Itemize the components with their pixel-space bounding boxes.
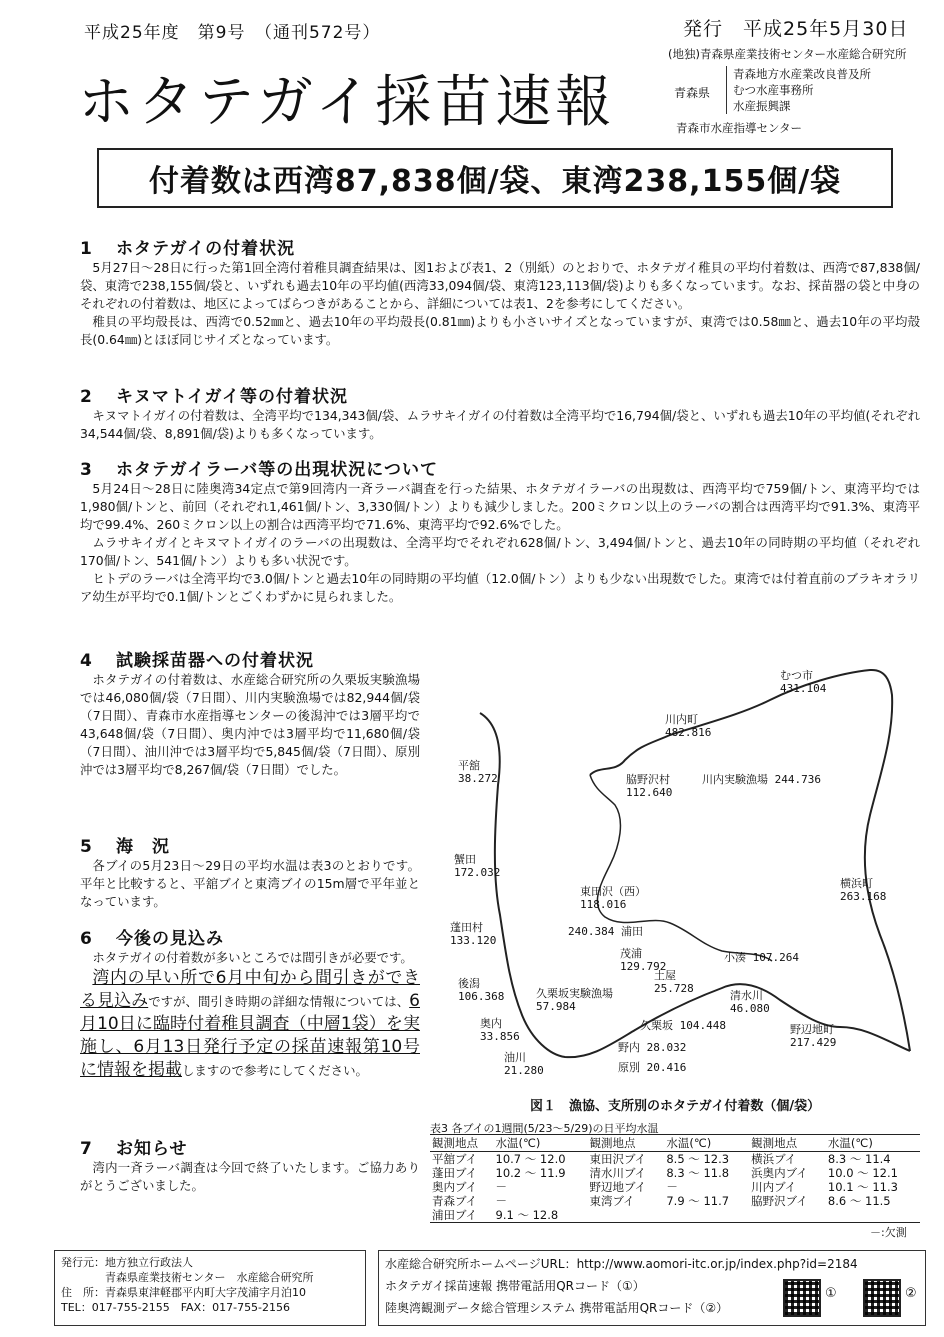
issue-number: 平成25年度 第9号 （通刊572号）: [84, 23, 381, 43]
table-header: 水温(℃): [664, 1135, 749, 1152]
section-title: ホタテガイラーバ等の出現状況について: [116, 460, 438, 480]
section-title: 海 況: [116, 837, 170, 857]
section-4-heading: [80, 646, 420, 671]
headline-box: 付着数は西湾87,838個/袋、東湾238,155個/袋: [97, 148, 893, 208]
qr-caption-1: ホタテガイ採苗速報 携帯電話用QRコード（①）: [385, 1279, 645, 1293]
map-label-value: 20.416: [646, 1061, 687, 1074]
map-label-value: 112.640: [626, 786, 673, 799]
map-label-name: 脇野沢村: [626, 773, 670, 786]
table-cell: 10.1 ～ 11.3: [827, 1180, 898, 1194]
section-number: 1: [80, 239, 93, 259]
map-label-name: 久栗坂実験漁場: [536, 987, 613, 1000]
map-label-value: 240.384: [568, 925, 615, 938]
map-label-name: 後潟: [458, 977, 480, 990]
map-label-harabetsu: [618, 1061, 686, 1074]
table-note: －:欠測: [870, 1226, 907, 1239]
table-cell: 東湾ブイ: [589, 1194, 635, 1208]
map-label-value: 104.448: [679, 1019, 726, 1032]
table-header: 水温(℃): [494, 1135, 588, 1152]
map-label-name: むつ市: [780, 669, 813, 682]
table-cell: 8.3 ～ 11.8: [666, 1166, 730, 1180]
map-label-name: 小湊: [724, 951, 746, 964]
section-7: [80, 1134, 420, 1195]
map-label-value: 118.016: [580, 898, 627, 911]
map-label-yokohama: [840, 877, 886, 903]
section-1: [80, 234, 920, 349]
map-label-aburakawa: [504, 1051, 544, 1077]
map-label-mutsu: [780, 669, 826, 695]
publisher-top: (地独)青森県産業技術センター水産総合研究所: [668, 47, 907, 61]
map-label-name: 野辺地町: [790, 1023, 834, 1036]
section-title: お知らせ: [116, 1139, 188, 1159]
qr-mark-2: ②: [905, 1286, 917, 1301]
section-4: [80, 646, 420, 779]
map-label-name: 川内実験漁場: [702, 773, 768, 786]
map-label-value: 263.168: [840, 890, 887, 903]
bay-map: [440, 655, 935, 1095]
table-row: [430, 1194, 920, 1208]
table-header-row: [430, 1135, 920, 1152]
table-cell: 10.0 ～ 12.1: [827, 1166, 898, 1180]
publisher-item: むつ水産事務所: [733, 83, 814, 97]
section-3: [80, 455, 920, 606]
table-cell: 横浜ブイ: [751, 1152, 797, 1166]
table-cell: [826, 1208, 920, 1223]
map-label-name: 清水川: [730, 989, 763, 1002]
map-label-kawauchi: [665, 713, 711, 739]
map-label-value: 46.080: [730, 1002, 770, 1015]
map-label-kominato: [724, 951, 799, 964]
section-title: 試験採苗器への付着状況: [116, 651, 314, 671]
table-cell: 川内ブイ: [751, 1180, 797, 1194]
table-header: 観測地点: [430, 1135, 494, 1152]
qr-code-1[interactable]: [783, 1279, 821, 1317]
map-label-kuguri-farm: [536, 987, 613, 1013]
map-label-value: 129.792: [620, 960, 667, 973]
section-2: [80, 382, 920, 443]
map-label-kuguri: [640, 1019, 726, 1032]
map-label-value: 33.856: [480, 1030, 520, 1043]
table-cell: －: [495, 1180, 508, 1194]
table-cell: 浜奥内ブイ: [751, 1166, 808, 1180]
table-cell: 蓬田ブイ: [432, 1166, 477, 1180]
footer-publisher: [54, 1250, 366, 1326]
map-label-value: 133.120: [450, 934, 497, 947]
page-title: ホタテガイ採苗速報: [78, 70, 616, 135]
map-label-tairadate: [458, 759, 498, 785]
section-1-paragraph-1: 5月27日～28日に行った第1回全湾付着稚貝調査結果は、図1および表1、2（別紙）のとおりで、ホタテガイ稚貝の平均付着数は、西湾で87,838個/袋、東湾で238,155個/袋と、いずれも過去10年の平均値(西湾33,094個/袋、東湾123,113個/袋)よりも多くなっています。なお、採苗器の袋と中身のそれぞれの付着数は、地区によってばらつきがあることから、詳細については表1、2を参考にしてください。: [80, 260, 920, 311]
table-cell: 8.5 ～ 12.3: [666, 1152, 730, 1166]
map-label-value: 21.280: [504, 1064, 544, 1077]
map-label-name: 久栗坂: [640, 1019, 673, 1032]
issue-date: 発行 平成25年5月30日: [683, 18, 909, 40]
table-cell: 10.2 ～ 11.9: [495, 1166, 566, 1180]
section-5: [80, 832, 420, 911]
section-title: キヌマトイガイ等の付着状況: [116, 387, 348, 407]
map-label-value: 38.272: [458, 772, 498, 785]
map-label-name: 奥内: [480, 1017, 502, 1030]
section-5-heading: [80, 832, 420, 857]
map-label-value: 431.104: [780, 682, 827, 695]
table-header: 水温(℃): [826, 1135, 920, 1152]
table-row: [430, 1180, 920, 1194]
map-label-wakinosawa: [626, 773, 672, 799]
qr-code-2[interactable]: [863, 1279, 901, 1317]
map-label-name: 蓬田村: [450, 921, 483, 934]
section-6-paragraph-1: ホタテガイの付着数が多いところでは間引きが必要です。: [92, 950, 413, 965]
table-header: 観測地点: [749, 1135, 826, 1152]
map-label-kanita: [454, 853, 500, 879]
map-label-name: 川内町: [665, 713, 698, 726]
map-label-value: 244.736: [774, 773, 821, 786]
section-number: 2: [80, 387, 93, 407]
emphasis-thinning: 湾内の早い所で6月中旬から間引きができる見込み: [80, 968, 420, 1011]
table-cell: 青森ブイ: [432, 1194, 477, 1208]
section-title: 今後の見込み: [116, 929, 224, 949]
map-label-value: 107.264: [752, 951, 799, 964]
table-cell: 野辺地ブイ: [589, 1180, 647, 1194]
table-cell: [588, 1208, 665, 1223]
map-label-name: 油川: [504, 1051, 526, 1064]
table-header: 観測地点: [588, 1135, 665, 1152]
table-cell: 東田沢ブイ: [589, 1152, 647, 1166]
homepage-url[interactable]: 水産総合研究所ホームページURL：http://www.aomori-itc.or.jp/index.php?id=2184: [385, 1257, 858, 1271]
table-row: [430, 1152, 920, 1167]
map-label-name: 平舘: [458, 759, 480, 772]
section-number: 7: [80, 1139, 93, 1159]
table-cell: 平舘ブイ: [432, 1152, 477, 1166]
section-3-paragraph-3: ヒトデのラーバは全湾平均で3.0個/トンと過去10年の同時期の平均値（12.0個/トン）よりも少ない出現数でした。東湾では付着直前のブラキオラリア幼生が平均で0.1個/トンとごくわずかに見られました。: [80, 571, 920, 604]
footer-line: 発行元：地方独立行政法人: [61, 1256, 193, 1269]
section-7-heading: [80, 1134, 420, 1159]
section-number: 6: [80, 929, 93, 949]
map-label-value: 57.984: [536, 1000, 576, 1013]
map-label-kawauchi-farm: [702, 773, 821, 786]
table-row: [430, 1208, 920, 1223]
qr-mark-1: ①: [825, 1286, 837, 1301]
table-cell: －: [495, 1194, 508, 1208]
table-cell: 奥内ブイ: [432, 1180, 477, 1194]
map-label-tsuchiya: [654, 969, 694, 995]
map-label-name: 茂浦: [620, 947, 642, 960]
footer-links: [378, 1250, 926, 1326]
map-label-urata: [568, 925, 643, 938]
publisher-pref: 青森県: [674, 86, 711, 100]
table-cell: [749, 1208, 826, 1223]
emphasis-survey: 6月10日に臨時付着稚貝調査（中層1袋）を実施し、6月13日発行予定の採苗速報第10号に情報を掲載: [80, 991, 420, 1080]
table-cell: 清水川ブイ: [589, 1166, 647, 1180]
water-temp-table: [430, 1134, 920, 1223]
table-cell: 8.6 ～ 11.5: [827, 1194, 891, 1208]
map-label-value: 172.032: [454, 866, 501, 879]
publisher-bottom: 青森市水産指導センター: [676, 121, 803, 135]
map-label-value: 482.816: [665, 726, 712, 739]
section-1-heading: [80, 234, 920, 259]
map-label-name: 土屋: [654, 969, 676, 982]
footer-line: 住 所：青森県東津軽郡平内町大字茂浦字月泊10: [61, 1286, 306, 1299]
map-label-ushirogata: [458, 977, 504, 1003]
map-label-name: 東田沢（西）: [580, 885, 646, 898]
section-6-paragraph-2: [80, 967, 420, 1082]
map-label-value: 217.429: [790, 1036, 837, 1049]
publisher-list: [726, 66, 871, 114]
table-row: [430, 1166, 920, 1180]
map-label-yomogita: [450, 921, 496, 947]
map-label-shimizugawa: [730, 989, 770, 1015]
section-1-paragraph-2: 稚貝の平均殻長は、西湾で0.52㎜と、過去10年の平均殻長(0.81㎜)よりも小さいサイズとなっていますが、東湾では0.58㎜と、過去10年の平均殻長(0.64㎜)とほぼ同じサイズとなっています。: [80, 314, 920, 347]
map-label-value: 28.032: [646, 1041, 687, 1054]
map-label-name: 蟹田: [454, 853, 476, 866]
table-cell: 7.9 ～ 11.7: [666, 1194, 730, 1208]
section-6-heading: [80, 924, 420, 949]
section-3-heading: [80, 455, 920, 480]
section-number: 5: [80, 837, 93, 857]
section-3-paragraph-2: ムラサキイガイとキヌマトイガイのラーバの出現数は、全湾平均でそれぞれ628個/トン、3,494個/トンと、過去10年の同時期の平均値（それぞれ170個/トン、541個/トン）よりも多い状況です。: [80, 535, 920, 568]
map-label-value: 106.368: [458, 990, 505, 1003]
publisher-item: 青森地方水産業改良普及所: [733, 67, 871, 81]
table-cell: 10.7 ～ 12.0: [495, 1152, 566, 1166]
map-label-name: 横浜町: [840, 877, 873, 890]
map-label-noheji: [790, 1023, 836, 1049]
section-7-paragraph-1: 湾内一斉ラーバ調査は今回で終了いたします。ご協力ありがとうございました。: [80, 1160, 420, 1193]
table-cell: [664, 1208, 749, 1223]
figure-caption: 図１ 漁協、支所別のホタテガイ付着数（個/袋）: [530, 1099, 821, 1114]
footer-line: 青森県産業技術センター 水産総合研究所: [61, 1271, 314, 1284]
map-label-name: 原別: [618, 1061, 640, 1074]
section-title: ホタテガイの付着状況: [116, 239, 296, 259]
qr-caption-2: 陸奥湾観測データ総合管理システム 携帯電話用QRコード（②）: [385, 1301, 729, 1315]
map-label-okunai: [480, 1017, 520, 1043]
table-cell: 浦田ブイ: [430, 1208, 494, 1223]
section-6: [80, 924, 420, 1082]
map-label-name: 野内: [618, 1041, 640, 1054]
section-number: 3: [80, 460, 93, 480]
section-2-paragraph-1: キヌマトイガイの付着数は、全湾平均で134,343個/袋、ムラサキイガイの付着数は全湾平均で16,794個/袋と、いずれも過去10年の平均値(それぞれ34,544個/袋、8,891個/袋)よりも多くなっています。: [80, 408, 920, 441]
footer-line: TEL：017-755-2155 FAX：017-755-2156: [61, 1301, 291, 1314]
table-cell: 9.1 ～ 12.8: [494, 1208, 588, 1223]
map-label-nonai: [618, 1041, 686, 1054]
section-number: 4: [80, 651, 93, 671]
map-label-value: 25.728: [654, 982, 694, 995]
text-span: ですが、間引き時期の詳細な情報については、: [148, 994, 410, 1009]
table-cell: 脇野沢ブイ: [751, 1194, 808, 1208]
section-2-heading: [80, 382, 920, 407]
text-span: しますので参考にしてください。: [182, 1063, 368, 1078]
map-label-higashitazawa: [580, 885, 646, 911]
section-4-paragraph-1: ホタテガイの付着数は、水産総合研究所の久栗坂実験漁場では46,080個/袋（7日間）、川内実験漁場では82,944個/袋（7日間）、青森市水産指導センターの後潟沖では3層平均で43,648個/袋（7日間）、奥内沖では3層平均で11,680個/袋（7日間）、油川沖では3層平均で5,845個/袋（7日間）、原別沖では3層平均で8,267個/袋（7日間）でした。: [80, 672, 420, 777]
table-cell: 8.3 ～ 11.4: [827, 1152, 891, 1166]
table-cell: －: [666, 1180, 678, 1194]
table-caption: 表3 各ブイの1週間(5/23～5/29)の日平均水温: [430, 1122, 659, 1135]
publisher-item: 水産振興課: [733, 99, 791, 113]
section-5-paragraph-1: 各ブイの5月23日～29日の平均水温は表3のとおりです。平年と比較すると、平舘ブイと東湾ブイの15m層で平年並となっています。: [80, 858, 420, 909]
map-label-name: 浦田: [620, 925, 643, 938]
section-3-paragraph-1: 5月24日～28日に陸奥湾34定点で第9回湾内一斉ラーバ調査を行った結果、ホタテガイラーバの出現数は、西湾平均で759個/トン、東湾平均では1,980個/トンと、前回（それぞれ1,461個/トン、3,330個/トン）よりも減少しました。200ミクロン以上のラーバの割合は西湾平均で91.3%、東湾平均で99.4%、260ミクロン以上の割合は西湾平均で71.6%、東湾平均で92.6%でした。: [80, 481, 920, 532]
